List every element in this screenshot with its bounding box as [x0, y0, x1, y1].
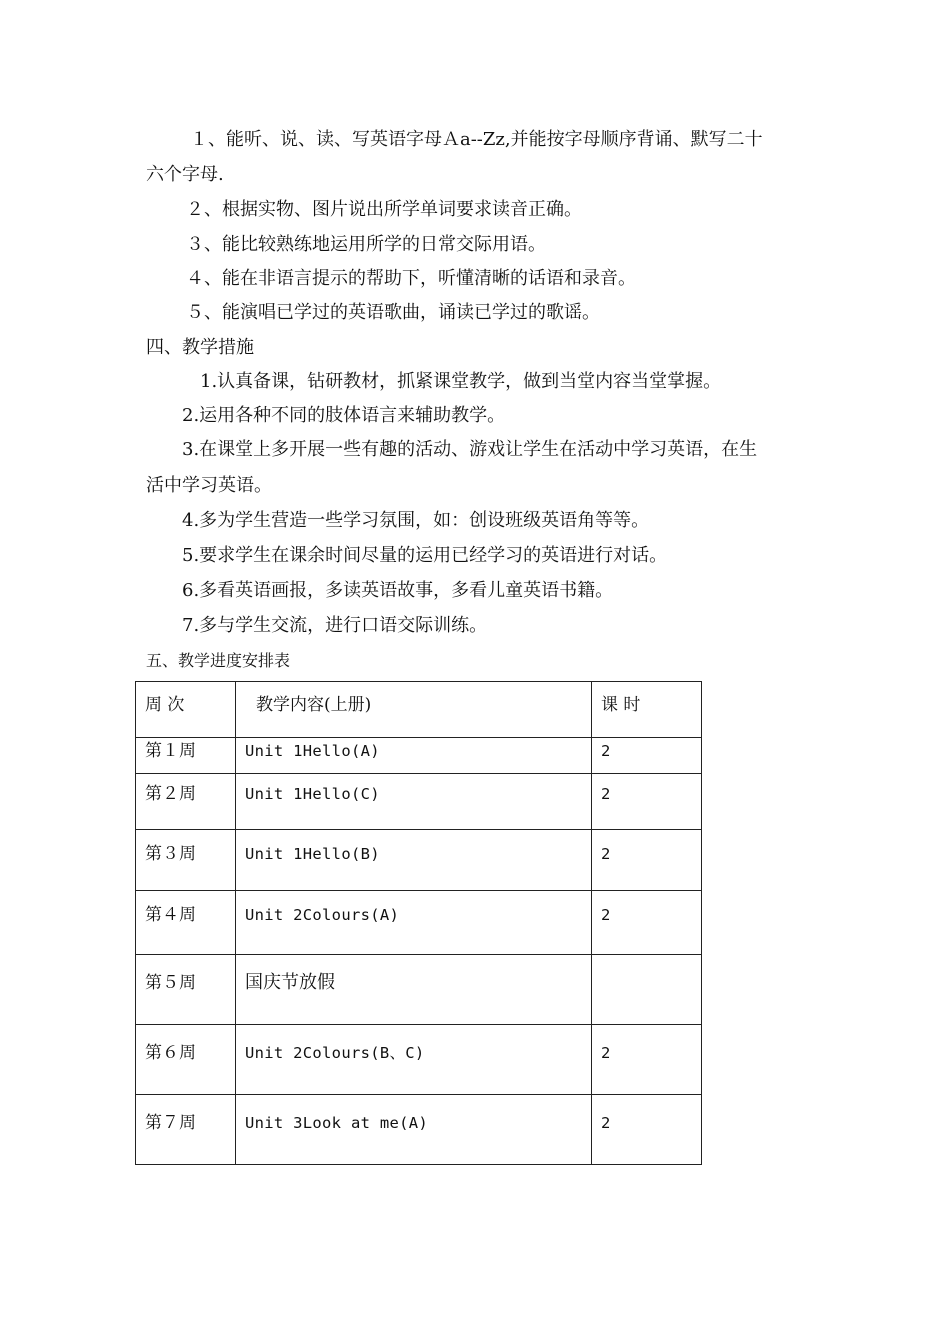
week-cell: 第２周 — [136, 774, 236, 830]
hours-cell — [592, 955, 702, 1025]
content-cell: Unit 3Look at me(A) — [236, 1095, 592, 1165]
hours-cell: 2 — [592, 774, 702, 830]
header-hours: 课 时 — [592, 682, 702, 738]
measure-3-line-2: 活中学习英语。 — [146, 475, 272, 496]
week-cell: 第７周 — [136, 1095, 236, 1165]
measure-7: 7.多与学生交流，进行口语交际训练。 — [182, 615, 488, 636]
week-cell: 第３周 — [136, 830, 236, 891]
table-row — [136, 891, 702, 955]
header-week: 周 次 — [136, 682, 236, 738]
measure-1: 1.认真备课，钻研教材，抓紧课堂教学，做到当堂内容当堂掌握。 — [200, 371, 722, 392]
content-cell: 国庆节放假 — [236, 955, 592, 1025]
content-cell: Unit 1Hello(B) — [236, 830, 592, 891]
table-header-row — [136, 682, 702, 738]
hours-cell: 2 — [592, 830, 702, 891]
content-cell: Unit 2Colours(B、C) — [236, 1025, 592, 1095]
table-row — [136, 955, 702, 1025]
table-row — [136, 738, 702, 774]
content-cell: Unit 1Hello(C) — [236, 774, 592, 830]
section-4-heading: 四、教学措施 — [146, 337, 254, 358]
measure-2: 2.运用各种不同的肢体语言来辅助教学。 — [182, 405, 506, 426]
measure-6: 6.多看英语画报，多读英语故事，多看儿童英语书籍。 — [182, 580, 614, 601]
content-cell: Unit 1Hello(A) — [236, 738, 592, 774]
goal-1-line-2: 六个字母. — [146, 164, 224, 185]
goal-3: ３、能比较熟练地运用所学的日常交际用语。 — [186, 234, 546, 255]
content-cell: Unit 2Colours(A) — [236, 891, 592, 955]
measure-5: 5.要求学生在课余时间尽量的运用已经学习的英语进行对话。 — [182, 545, 668, 566]
hours-cell: 2 — [592, 1095, 702, 1165]
measure-3-line-1: 3.在课堂上多开展一些有趣的活动、游戏让学生在活动中学习英语，在生 — [182, 439, 758, 460]
hours-cell: 2 — [592, 738, 702, 774]
header-content: 教学内容(上册) — [236, 682, 592, 738]
table-row — [136, 774, 702, 830]
week-cell: 第６周 — [136, 1025, 236, 1095]
section-5-heading: 五、教学进度安排表 — [146, 651, 291, 670]
table-row — [136, 830, 702, 891]
week-cell: 第１周 — [136, 738, 236, 774]
week-cell: 第４周 — [136, 891, 236, 955]
goal-2: ２、根据实物、图片说出所学单词要求读音正确。 — [186, 199, 582, 220]
hours-cell: 2 — [592, 891, 702, 955]
week-cell: 第５周 — [136, 955, 236, 1025]
goal-4: ４、能在非语言提示的帮助下，听懂清晰的话语和录音。 — [186, 268, 636, 289]
table-row — [136, 1095, 702, 1165]
goal-5: ５、能演唱已学过的英语歌曲，诵读已学过的歌谣。 — [186, 302, 600, 323]
hours-cell: 2 — [592, 1025, 702, 1095]
goal-1-line-1: １、能听、说、读、写英语字母Ａa--Zz,并能按字母顺序背诵、默写二十 — [190, 129, 763, 150]
measure-4: 4.多为学生营造一些学习氛围，如：创设班级英语角等等。 — [182, 510, 650, 531]
table-row — [136, 1025, 702, 1095]
schedule-table — [135, 681, 702, 1165]
